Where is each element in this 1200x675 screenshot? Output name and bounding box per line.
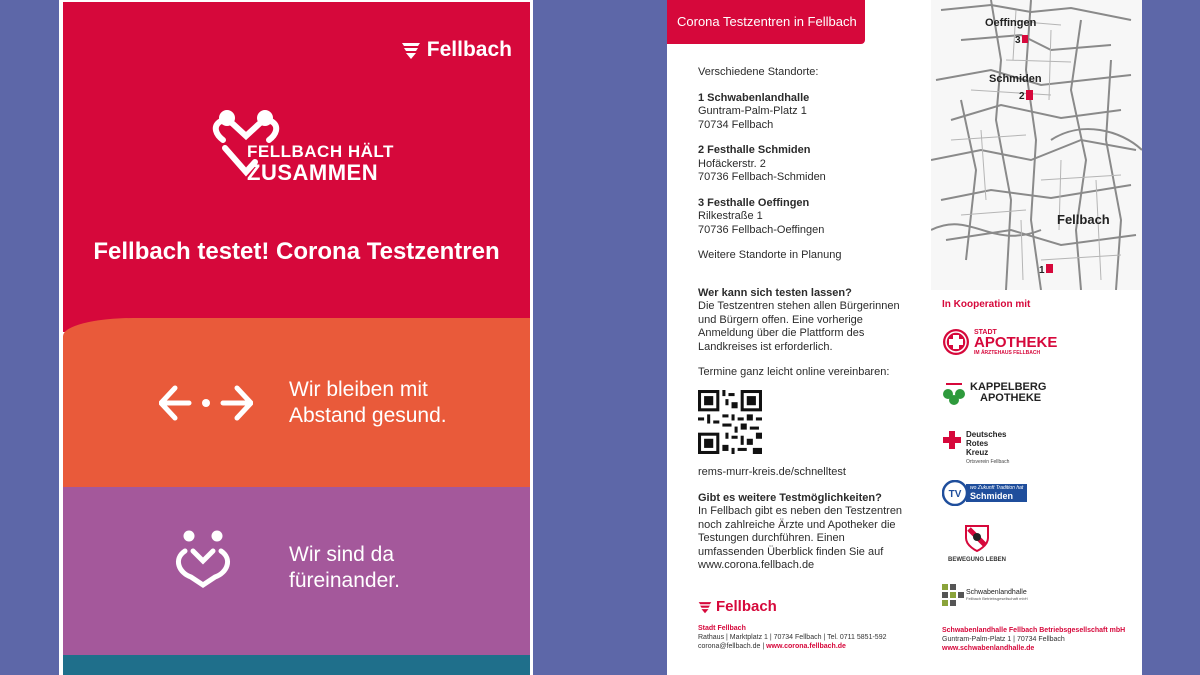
locations-heading: Verschiedene Standorte: xyxy=(698,66,819,78)
who-heading: Wer kann sich testen lassen? xyxy=(698,286,852,299)
red-cross-icon xyxy=(942,430,962,450)
location-1 xyxy=(698,92,918,133)
footer-brand xyxy=(698,598,928,616)
kappelberg-line-2: APOTHEKE xyxy=(980,392,1042,404)
qr-code-icon[interactable] xyxy=(698,390,762,454)
distance-arrows-icon xyxy=(159,384,253,422)
footer-email[interactable]: corona@fellbach.de | xyxy=(698,643,767,650)
booking-url[interactable]: rems-murr-kreis.de/schnelltest xyxy=(698,466,846,478)
apotheke-text xyxy=(974,329,1057,356)
footer-right-title: Schwabenlandhalle Fellbach Betriebsgesellschaft mbH xyxy=(942,627,1126,634)
slogan-together-line-1: Wir sind da xyxy=(289,543,395,566)
brand-name: Fellbach xyxy=(426,38,512,61)
partner-tv-schmiden xyxy=(942,480,1027,506)
location-street: Hofäckerstr. 2 xyxy=(698,157,766,170)
location-street: Rilkestraße 1 xyxy=(698,210,763,222)
tv-banner xyxy=(966,484,1027,502)
footer-url[interactable]: www.corona.fellbach.de xyxy=(766,643,846,650)
cooperation-heading: In Kooperation mit xyxy=(942,299,1031,310)
location-2 xyxy=(698,144,918,185)
who-text-line: Die Testzentren stehen allen Bürgerinnen xyxy=(698,300,900,312)
tv-schmiden-icon xyxy=(942,480,968,506)
partner-svf xyxy=(942,524,1012,563)
kappelberg-leaf-icon xyxy=(942,380,966,406)
svl-text xyxy=(966,589,1028,601)
more-locations: Weitere Standorte in Planung xyxy=(698,249,842,261)
logo-line-1: FELLBACH HÄLT xyxy=(247,142,394,161)
footer-right-line-1: Guntram-Palm-Platz 1 | 70734 Fellbach xyxy=(942,636,1065,643)
apotheke-sub: IM ÄRZTEHAUS FELLBACH xyxy=(974,349,1041,356)
drk-line-3: Kreuz xyxy=(966,448,989,457)
footer-left-line-1: Rathaus | Marktplatz 1 | 70734 Fellbach | Tel. 0711 5851-592 xyxy=(698,634,887,641)
tv-main: Schmiden xyxy=(970,491,1014,501)
flyer-title-tab: Corona Testzentren in Fellbach xyxy=(667,0,865,44)
more-text-line: umfassenden Überblick finden Sie auf xyxy=(698,545,884,558)
drk-line-1: Deutsches xyxy=(966,430,1007,439)
location-name: 1 Schwabenlandhalle xyxy=(698,91,810,104)
tv-top: wo Zukunft Tradition hat xyxy=(970,485,1024,491)
partner-kappelberg xyxy=(942,380,1046,406)
map-pin-3 xyxy=(1022,35,1028,43)
schwabenlandhalle-icon xyxy=(942,584,964,606)
partner-stadt-apotheke xyxy=(942,328,1057,356)
map-marker-1: 1 xyxy=(1039,265,1045,276)
flyer-text xyxy=(698,66,918,573)
who-text-line: Anmeldung über die Plattform des xyxy=(698,327,865,339)
footer-left-title: Stadt Fellbach xyxy=(698,625,746,632)
drk-sub: Ortsverein Fellbach xyxy=(966,459,1010,465)
map-pin-2 xyxy=(1026,90,1033,100)
slogan-distance xyxy=(289,377,489,429)
footer-left-line-2 xyxy=(698,642,928,651)
flyer-right xyxy=(667,0,1142,675)
location-map xyxy=(931,0,1142,290)
apotheke-main: APOTHEKE xyxy=(974,333,1058,351)
together-heart-icon xyxy=(175,529,231,589)
more-text-line: noch zahlreiche Ärzte und Apotheker die xyxy=(698,518,896,531)
fellbach-logo-icon xyxy=(698,600,712,614)
logo-line-2: ZUSAMMEN xyxy=(247,160,379,185)
map-label-oeffingen: Oeffingen xyxy=(985,17,1037,29)
partner-schwabenlandhalle xyxy=(942,584,1028,606)
map-marker-2: 2 xyxy=(1019,91,1025,102)
location-name: 2 Festhalle Schmiden xyxy=(698,144,811,156)
booking-text: Termine ganz leicht online vereinbaren: xyxy=(698,366,890,378)
fellbach-brand xyxy=(401,38,512,62)
svf-shield-icon xyxy=(964,524,990,552)
drk-text xyxy=(966,430,1009,465)
more-text-line: In Fellbach gibt es neben den Testzentren xyxy=(698,505,903,517)
slogan-together-line-2: füreinander. xyxy=(289,569,400,592)
fellbach-logo-icon xyxy=(401,40,421,60)
location-street: Guntram-Palm-Platz 1 xyxy=(698,105,807,117)
kappelberg-line-1: KAPPELBERG xyxy=(970,381,1047,393)
map-label-schmiden: Schmiden xyxy=(989,73,1042,85)
slogan-distance-line-2: Abstand gesund. xyxy=(289,404,447,427)
map-pin-1 xyxy=(1046,264,1053,273)
map-label-fellbach: Fellbach xyxy=(1057,212,1110,227)
slogan-distance-line-1: Wir bleiben mit xyxy=(289,378,428,401)
slogan-together xyxy=(289,542,489,594)
kappelberg-text xyxy=(970,382,1046,404)
location-city: 70734 Fellbach xyxy=(698,118,774,131)
location-name: 3 Festhalle Oeffingen xyxy=(698,196,810,209)
who-text-line: und Bürgern offen. Eine vorherige xyxy=(698,313,863,326)
location-city: 70736 Fellbach-Schmiden xyxy=(698,171,826,183)
partner-drk xyxy=(942,430,1009,465)
footer-right-url[interactable]: www.schwabenlandhalle.de xyxy=(942,645,1035,652)
poster-left-inner xyxy=(63,2,530,675)
poster-left xyxy=(59,0,533,675)
location-3 xyxy=(698,197,918,238)
svf-text: BEWEGUNG LEBEN xyxy=(947,557,1006,563)
map-marker-3: 3 xyxy=(1015,35,1021,46)
apotheke-cross-icon xyxy=(942,328,970,356)
footer-stadt xyxy=(698,600,928,651)
svl-line-2: Fellbach Betriebsgesellschaft mbH xyxy=(966,596,1028,601)
poster-headline: Fellbach testet! Corona Testzentren xyxy=(93,238,500,265)
who-text-line: Landkreises ist erforderlich. xyxy=(698,340,833,353)
svg-text:TV: TV xyxy=(948,489,962,500)
apotheke-top: STADT xyxy=(974,328,997,336)
svl-line-1: Schwabenlandhalle xyxy=(966,589,1027,596)
more-text-url[interactable]: www.corona.fellbach.de xyxy=(698,559,815,571)
footer-brand-name: Fellbach xyxy=(716,598,777,615)
blue-section xyxy=(63,655,530,675)
location-city: 70736 Fellbach-Oeffingen xyxy=(698,223,825,236)
drk-line-2: Rotes xyxy=(966,439,989,448)
more-text-line: Testungen durchführen. Einen xyxy=(698,532,845,544)
footer-schwabenlandhalle xyxy=(942,626,1142,653)
more-heading: Gibt es weitere Testmöglichkeiten? xyxy=(698,491,882,504)
